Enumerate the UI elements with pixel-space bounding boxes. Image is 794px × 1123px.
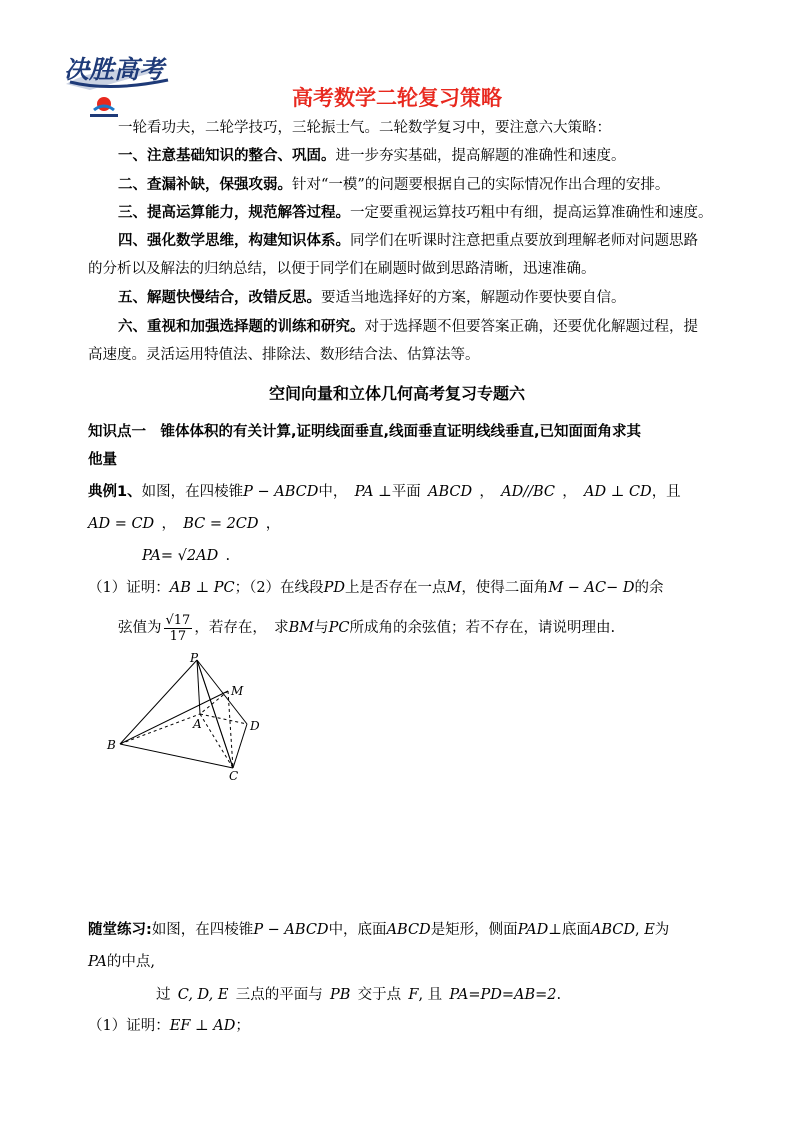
page-title: 高考数学二轮复习策略	[292, 86, 502, 110]
math: M − AC− D	[548, 580, 635, 596]
label-d: D	[250, 719, 260, 733]
math: PAD	[517, 922, 549, 938]
text: ,	[634, 922, 645, 938]
math: ABCD	[590, 922, 635, 938]
practice-line-3	[156, 985, 561, 1005]
math: PA	[88, 954, 107, 970]
strategy-body: 进一步夯实基础，提高解题的准确性和速度。	[335, 148, 626, 164]
strategy-body: 同学们在听课时注意把重点要放到理解老师对问题思路	[350, 233, 698, 249]
math: AB ⊥ PC	[169, 580, 235, 596]
math: P − ABCD	[243, 484, 319, 500]
text: 三点的平面与	[235, 987, 323, 1003]
fraction-denominator: 17	[169, 628, 187, 644]
strategy-head: 一、注意基础知识的整合、巩固。	[118, 147, 336, 164]
text: 与	[314, 620, 329, 636]
math: AD//BC	[501, 484, 556, 500]
text: 过	[156, 987, 171, 1003]
text: （1）证明：	[88, 580, 170, 596]
logo-text: 决胜高考	[64, 55, 165, 84]
math: EF ⊥ AD	[169, 1018, 236, 1034]
text: 如图，在四棱锥	[151, 922, 254, 938]
example-question-1	[88, 578, 663, 598]
strategy-head: 二、查漏补缺，保强攻弱。	[118, 176, 292, 193]
knowledge-point-cont: 他量	[88, 452, 117, 468]
strategy-head: 四、强化数学思维，构建知识体系。	[118, 232, 350, 249]
strategy-body: 一定要重视运算技巧粗中有细，提高运算准确性和速度。	[350, 205, 713, 221]
section-title: 空间向量和立体几何高考复习专题六	[268, 384, 525, 403]
knowledge-point: 知识点一 锥体体积的有关计算,证明线面垂直,线面垂直证明线线垂直,已知面面角求其	[88, 424, 642, 440]
text: 平面	[391, 484, 421, 500]
text: 上是否存在一点	[344, 580, 447, 596]
text: 的余	[634, 580, 664, 596]
example-line-1: 典例1、如图，在四棱锥P − ABCD中， PA ⊥平面 ABCD ， AD//BC ， AD ⊥ CD，且	[88, 484, 681, 500]
math: PA ⊥	[354, 484, 392, 500]
text: 是矩形，侧面	[430, 922, 518, 938]
text: 为	[654, 922, 670, 938]
text: 中，	[318, 484, 348, 500]
strategy-6-cont: 高速度。灵活运用特值法、排除法、数形结合法、估算法等。	[88, 347, 480, 363]
pyramid-figure	[100, 650, 270, 785]
strategy-head: 六、重视和加强选择题的训练和研究。	[118, 318, 365, 335]
strategy-6	[118, 317, 698, 337]
text: （1）证明：	[88, 1018, 170, 1034]
math: PB	[329, 987, 351, 1003]
practice-question-1	[88, 1016, 250, 1036]
text: ；	[235, 1018, 250, 1034]
label-b: B	[107, 738, 116, 752]
strategy-head: 五、解题快慢结合，改错反思。	[118, 289, 321, 306]
math: BM	[288, 620, 315, 636]
label-c: C	[229, 769, 239, 783]
math: PD	[323, 580, 345, 596]
math: PA=PD=AB=2	[449, 987, 557, 1003]
text: ⊥底面	[548, 922, 591, 938]
text: ；（2）在线段	[234, 580, 324, 596]
math: M	[446, 580, 462, 596]
math: E	[644, 922, 655, 938]
strategy-5	[118, 288, 626, 308]
text: ，且	[651, 484, 681, 500]
fraction	[164, 613, 193, 644]
math: PA= √2AD	[142, 548, 219, 564]
text: 如图，在四棱锥	[141, 484, 244, 500]
strategy-4	[118, 231, 698, 251]
math: ABCD	[428, 484, 473, 500]
text: 交于点	[357, 987, 402, 1003]
strategy-3	[118, 203, 713, 223]
practice-label: 随堂练习:	[88, 922, 152, 938]
strategy-1	[118, 146, 626, 166]
strategy-body: 要适当地选择好的方案，解题动作要快要自信。	[321, 290, 626, 306]
label-m: M	[231, 684, 244, 698]
text: ，若存在， 求	[194, 620, 289, 636]
text: , 且	[418, 987, 443, 1003]
text: 所成角的余弦值；若不存在，请说明理由.	[349, 620, 616, 636]
text: ，使得二面角	[461, 580, 549, 596]
math: BC = 2CD	[183, 516, 259, 532]
strategy-head: 三、提高运算能力，规范解答过程。	[118, 204, 350, 221]
math: F	[408, 987, 419, 1003]
example-question-2	[118, 612, 615, 644]
strategy-2	[118, 175, 669, 195]
text: 弦值为	[118, 620, 162, 636]
practice-line-1	[88, 920, 669, 940]
math: C, D, E	[177, 987, 229, 1003]
fraction-numerator: √17	[165, 612, 191, 628]
math: PC	[328, 620, 350, 636]
strategy-body: 对于选择题不但要答案正确，还要优化解题过程，提	[364, 319, 698, 335]
text: .	[556, 987, 562, 1003]
math: AD ⊥ CD	[584, 484, 652, 500]
math: P − ABCD	[253, 922, 329, 938]
math: AD = CD	[88, 516, 155, 532]
strategy-4-cont: 的分析以及解法的归纳总结，以便于同学们在刷题时做到思路清晰，迅速准确。	[88, 261, 596, 277]
math: ABCD	[386, 922, 431, 938]
practice-line-2	[88, 952, 155, 972]
example-label: 典例1、	[88, 484, 142, 500]
label-p: P	[190, 651, 199, 665]
intro-text: 一轮看功夫，二轮学技巧，三轮振士气。二轮数学复习中，要注意六大策略：	[118, 120, 611, 136]
example-line-2: AD = CD ， BC = 2CD ，	[88, 516, 281, 532]
text: 的中点,	[106, 954, 156, 970]
text: 中，底面	[328, 922, 387, 938]
label-a: A	[193, 717, 202, 731]
strategy-body: 针对“一模”的问题要根据自己的实际情况作出合理的安排。	[292, 177, 670, 193]
example-line-3: PA= √2AD .	[142, 548, 231, 564]
